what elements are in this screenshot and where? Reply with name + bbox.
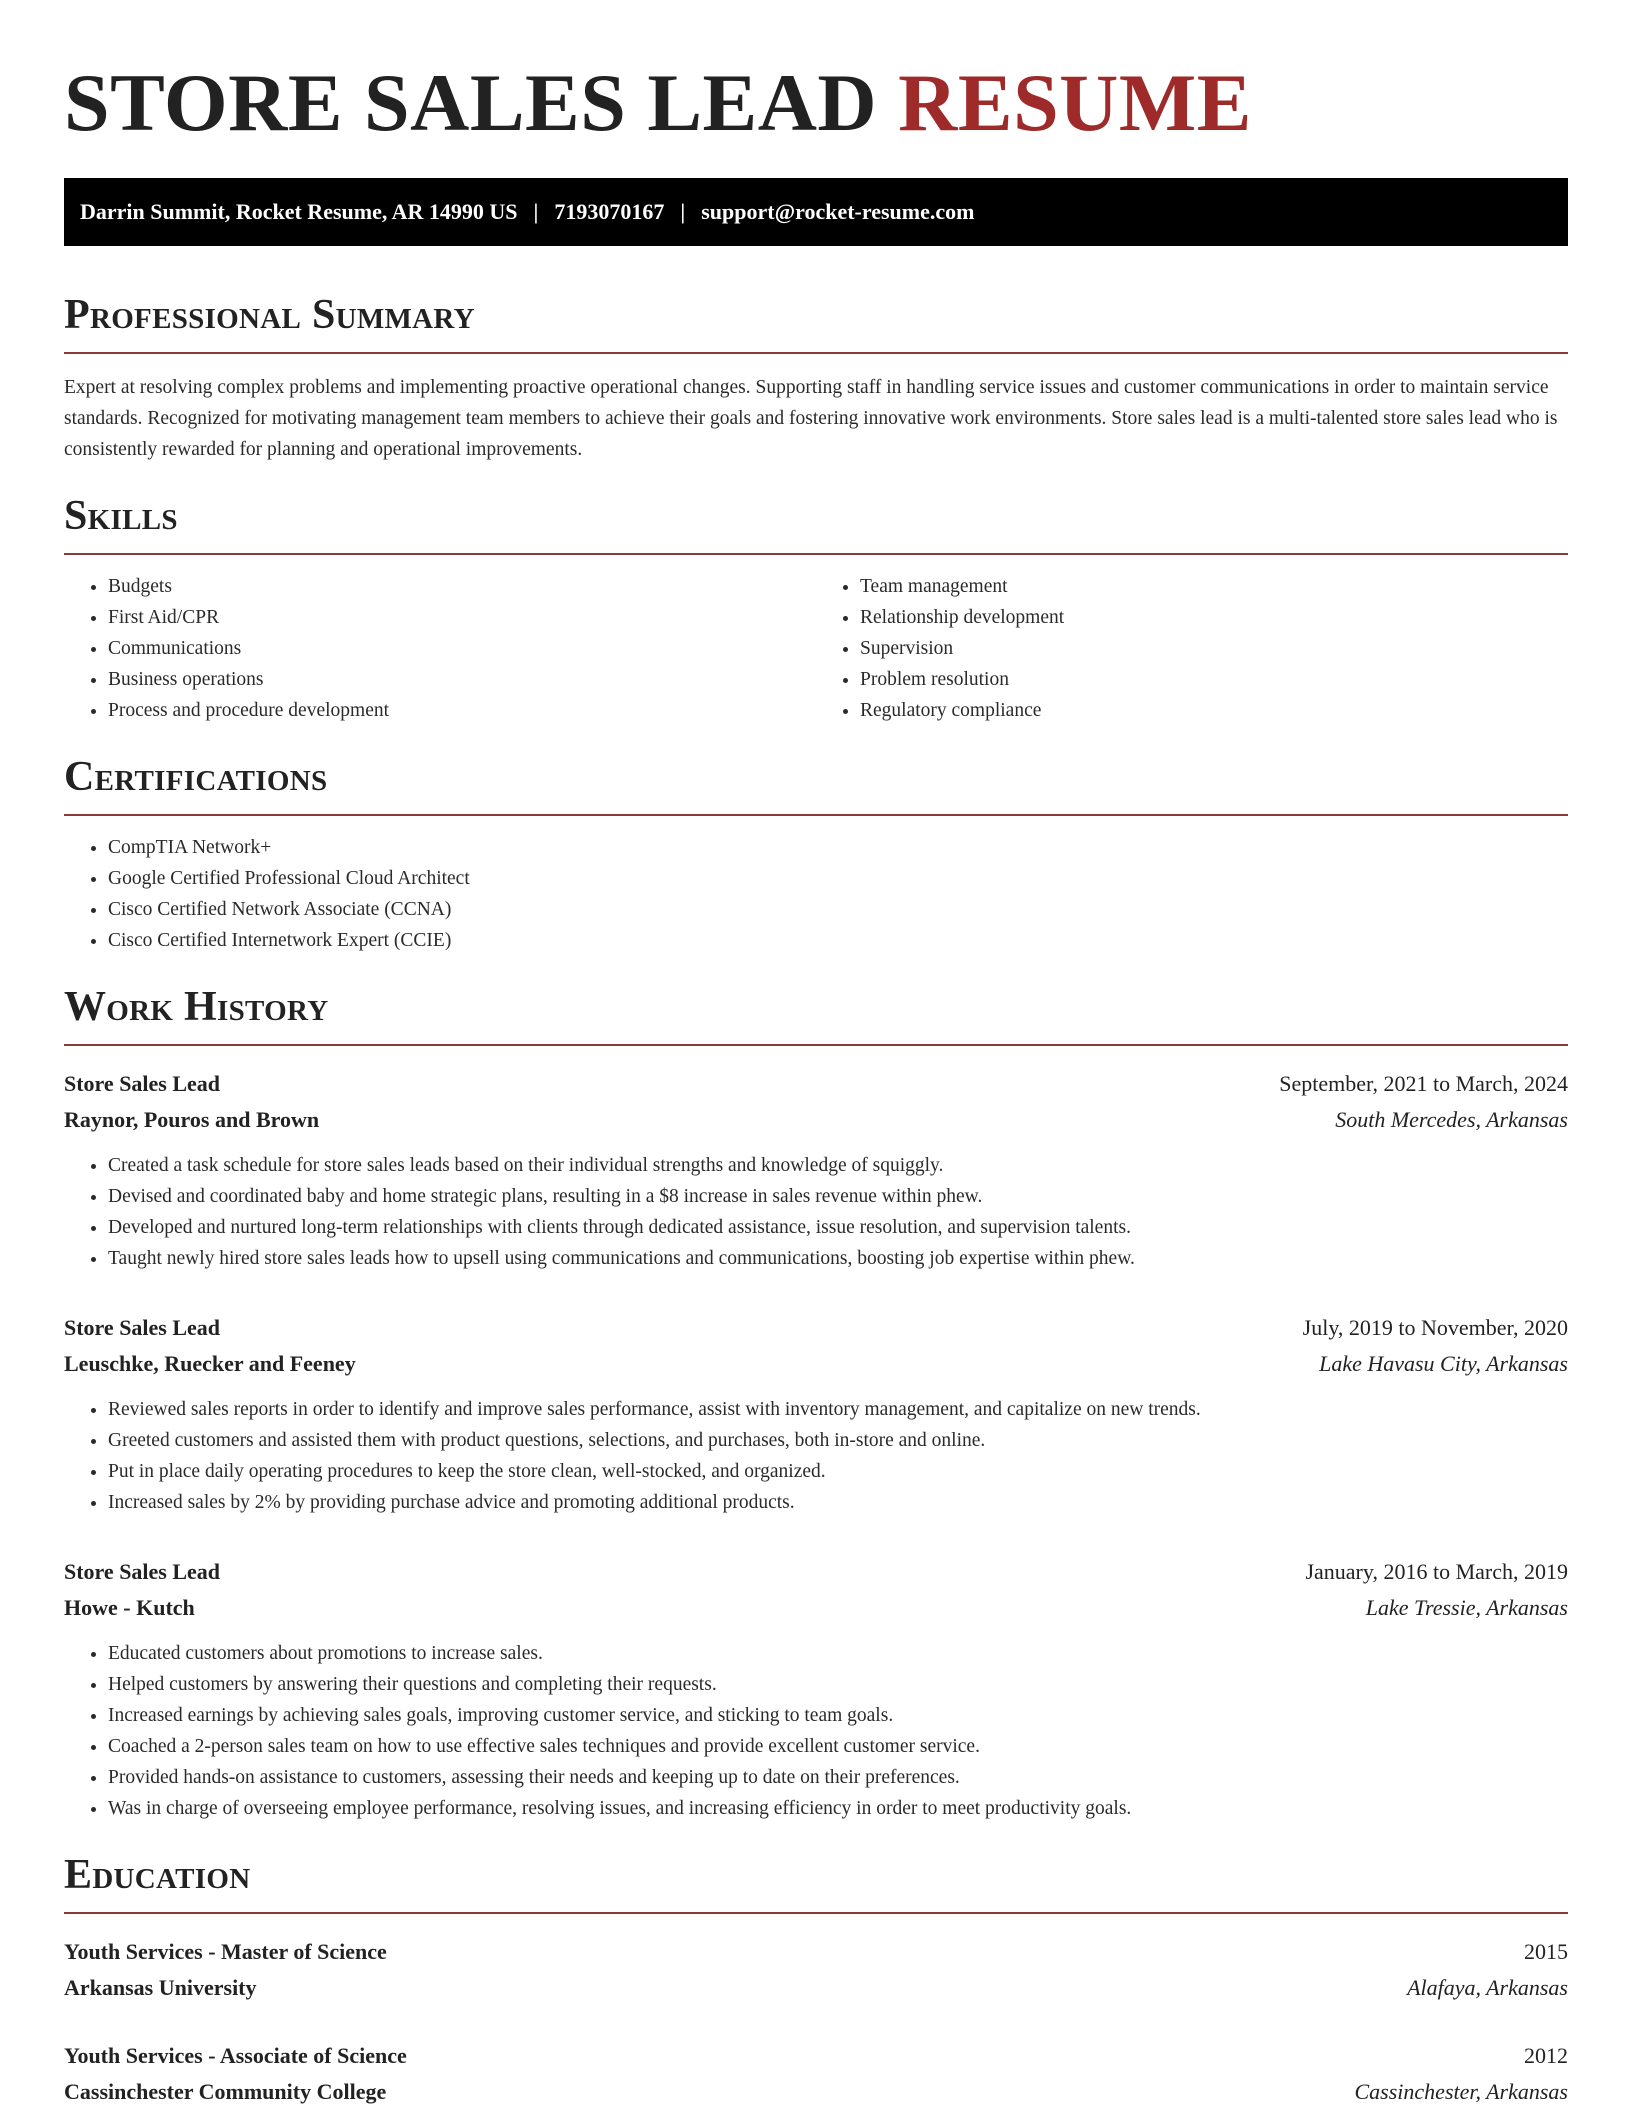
- skill-item: • Relationship development: [860, 602, 1568, 633]
- job-company: Howe - Kutch: [64, 1595, 195, 1620]
- job-bullet: • Devised and coordinated baby and home strategic plans, resulting in a $8 increase in sales revenue within phew.: [108, 1181, 1568, 1212]
- certification-item: • Google Certified Professional Cloud Architect: [108, 863, 1568, 894]
- education-school: Cassinchester Community College: [64, 2079, 387, 2104]
- job-bullet: • Provided hands-on assistance to customers, assessing their needs and keeping up to date on their preferences.: [108, 1762, 1568, 1793]
- job-bullet: • Educated customers about promotions to increase sales.: [108, 1638, 1568, 1669]
- title-main: STORE SALES LEAD: [64, 57, 878, 148]
- job-bullets: [64, 1150, 1568, 1274]
- job-bullet: • Increased earnings by achieving sales goals, improving customer service, and sticking to team goals.: [108, 1700, 1568, 1731]
- certifications-section: [64, 754, 1568, 956]
- job-bullet: • Created a task schedule for store sales leads based on their individual strengths and knowledge of squiggly.: [108, 1150, 1568, 1181]
- skill-item: • Problem resolution: [860, 664, 1568, 695]
- job-entry: [64, 1066, 1568, 1274]
- skill-item: • Team management: [860, 571, 1568, 602]
- job-bullet: • Put in place daily operating procedures to keep the store clean, well-stocked, and organized.: [108, 1456, 1568, 1487]
- job-dates: July, 2019 to November, 2020: [1302, 1315, 1568, 1340]
- education-section: [64, 1852, 1568, 2110]
- job-company: Raynor, Pouros and Brown: [64, 1107, 320, 1132]
- education-degree: Youth Services - Associate of Science: [64, 2043, 407, 2068]
- job-entry: [64, 1554, 1568, 1824]
- job-dates: September, 2021 to March, 2024: [1279, 1071, 1568, 1096]
- skill-item: • Budgets: [108, 571, 816, 602]
- skill-item: • Communications: [108, 633, 816, 664]
- skills-columns: [64, 571, 1568, 726]
- skill-item: • Business operations: [108, 664, 816, 695]
- certifications-list: [64, 832, 1568, 956]
- skills-section: [64, 493, 1568, 726]
- job-bullets: [64, 1638, 1568, 1824]
- summary-heading: Professional Summary: [64, 292, 475, 338]
- job-company: Leuschke, Ruecker and Feeney: [64, 1351, 356, 1376]
- education-degree: Youth Services - Master of Science: [64, 1939, 387, 1964]
- contact-email[interactable]: support@rocket-resume.com: [701, 199, 975, 224]
- certification-item: • Cisco Certified Internetwork Expert (CCIE): [108, 925, 1568, 956]
- skills-list-right: [816, 571, 1568, 726]
- job-entry: [64, 1310, 1568, 1518]
- job-title: Store Sales Lead: [64, 1315, 221, 1340]
- section-divider: [64, 1912, 1568, 1914]
- job-bullet: • Reviewed sales reports in order to identify and improve sales performance, assist with inventory management, and capitalize on new trends.: [108, 1394, 1568, 1425]
- section-divider: [64, 1044, 1568, 1046]
- education-year: 2012: [1524, 2043, 1568, 2068]
- section-divider: [64, 814, 1568, 816]
- skills-list-left: [64, 571, 816, 726]
- job-location: Lake Tressie, Arkansas: [1365, 1595, 1568, 1620]
- skill-item: • Regulatory compliance: [860, 695, 1568, 726]
- summary-section: [64, 292, 1568, 465]
- work-section: [64, 984, 1568, 1824]
- job-title: Store Sales Lead: [64, 1559, 221, 1584]
- certification-item: • CompTIA Network+: [108, 832, 1568, 863]
- education-location: Cassinchester, Arkansas: [1354, 2079, 1568, 2104]
- work-heading: Work History: [64, 984, 329, 1030]
- education-school: Arkansas University: [64, 1975, 257, 2000]
- job-title: Store Sales Lead: [64, 1071, 221, 1096]
- job-bullet: • Taught newly hired store sales leads how to upsell using communications and communications, boosting job expertise within phew.: [108, 1243, 1568, 1274]
- job-bullet: • Helped customers by answering their questions and completing their requests.: [108, 1669, 1568, 1700]
- skill-item: • Process and procedure development: [108, 695, 816, 726]
- education-entry: [64, 1934, 1568, 2006]
- certification-item: • Cisco Certified Network Associate (CCNA): [108, 894, 1568, 925]
- section-divider: [64, 553, 1568, 555]
- job-bullet: • Greeted customers and assisted them with product questions, selections, and purchases, both in-store and online.: [108, 1425, 1568, 1456]
- skills-heading: Skills: [64, 493, 178, 539]
- section-divider: [64, 352, 1568, 354]
- contact-bar: [64, 178, 1568, 246]
- education-location: Alafaya, Arkansas: [1407, 1975, 1568, 2000]
- contact-phone[interactable]: 7193070167: [554, 199, 665, 224]
- job-bullet: • Coached a 2-person sales team on how to use effective sales techniques and provide excellent customer service.: [108, 1731, 1568, 1762]
- job-location: South Mercedes, Arkansas: [1335, 1107, 1568, 1132]
- job-bullet: • Developed and nurtured long-term relationships with clients through dedicated assistance, issue resolution, and supervision talents.: [108, 1212, 1568, 1243]
- education-entry: [64, 2038, 1568, 2110]
- contact-separator: |: [533, 199, 539, 224]
- skill-item: • First Aid/CPR: [108, 602, 816, 633]
- job-bullet: • Was in charge of overseeing employee performance, resolving issues, and increasing efficiency in order to meet productivity goals.: [108, 1793, 1568, 1824]
- job-dates: January, 2016 to March, 2019: [1305, 1559, 1568, 1584]
- education-heading: Education: [64, 1852, 251, 1898]
- job-location: Lake Havasu City, Arkansas: [1319, 1351, 1568, 1376]
- education-year: 2015: [1524, 1939, 1568, 1964]
- certifications-heading: Certifications: [64, 754, 328, 800]
- skill-item: • Supervision: [860, 633, 1568, 664]
- contact-address: Darrin Summit, Rocket Resume, AR 14990 US: [80, 199, 518, 224]
- title-accent: RESUME: [898, 57, 1252, 148]
- job-bullet: • Increased sales by 2% by providing purchase advice and promoting additional products.: [108, 1487, 1568, 1518]
- summary-text: Expert at resolving complex problems and implementing proactive operational changes. Supporting staff in handling service issues and customer communications in order to maintain service standards. Recognized for motivating management team members to achieve their goals and fostering innovative work environments. Store sales lead is a multi-talented store sales lead who is consistently rewarded for planning and operational improvements.: [64, 377, 1558, 460]
- resume-title: [64, 0, 1568, 148]
- job-bullets: [64, 1394, 1568, 1518]
- contact-separator: |: [680, 199, 686, 224]
